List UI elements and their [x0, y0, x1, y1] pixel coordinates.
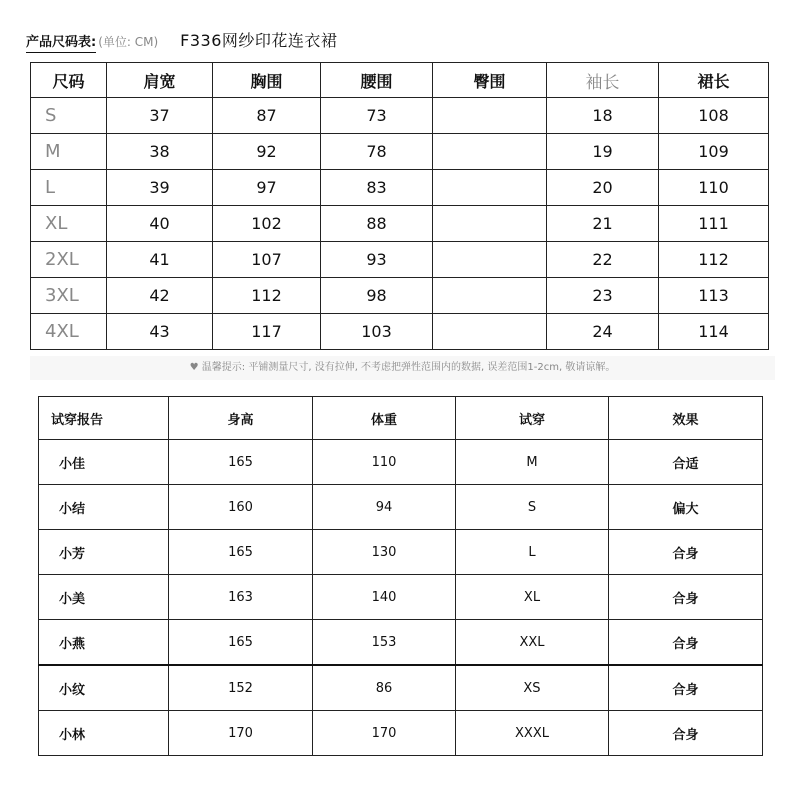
- fit-cell-height: 163: [169, 575, 313, 620]
- fit-cell-effect: 偏大: [609, 485, 763, 530]
- size-cell-size: XL: [31, 206, 107, 242]
- measurement-note: ♥ 温馨提示: 平铺测量尺寸, 没有拉伸, 不考虑把弹性范围内的数据, 误差范围1-2cm, 敬请谅解。: [30, 356, 775, 380]
- fit-table-row: [39, 485, 763, 530]
- size-cell-sleeve: 19: [547, 134, 659, 170]
- size-cell-sleeve: 21: [547, 206, 659, 242]
- size-cell-shoulder: 40: [107, 206, 213, 242]
- size-cell-waist: 93: [321, 242, 433, 278]
- fit-table-row: [39, 711, 763, 756]
- fit-table-row: [39, 575, 763, 620]
- size-cell-waist: 88: [321, 206, 433, 242]
- fit-cell-size: XS: [456, 665, 609, 711]
- fit-cell-weight: 86: [313, 665, 456, 711]
- size-table-row: [31, 170, 769, 206]
- fit-cell-height: 160: [169, 485, 313, 530]
- size-table-row: [31, 314, 769, 350]
- fit-table-header-row: [39, 397, 763, 440]
- size-cell-waist: 83: [321, 170, 433, 206]
- fit-cell-size: L: [456, 530, 609, 575]
- size-cell-sleeve: 22: [547, 242, 659, 278]
- fit-cell-name: 小芳: [39, 530, 169, 575]
- size-cell-size: L: [31, 170, 107, 206]
- size-cell-bust: 102: [213, 206, 321, 242]
- size-cell-size: S: [31, 98, 107, 134]
- size-cell-shoulder: 38: [107, 134, 213, 170]
- size-cell-bust: 117: [213, 314, 321, 350]
- size-cell-length: 113: [659, 278, 769, 314]
- size-cell-hip: [433, 98, 547, 134]
- product-title: F336网纱印花连衣裙: [180, 31, 338, 50]
- size-table-row: [31, 98, 769, 134]
- fit-table-header-cell: 身高: [169, 397, 313, 440]
- size-cell-waist: 73: [321, 98, 433, 134]
- size-cell-size: 3XL: [31, 278, 107, 314]
- fit-cell-name: 小结: [39, 485, 169, 530]
- fit-cell-size: XXXL: [456, 711, 609, 756]
- size-cell-waist: 103: [321, 314, 433, 350]
- fit-cell-size: XXL: [456, 620, 609, 666]
- size-cell-shoulder: 37: [107, 98, 213, 134]
- fit-table-row: [39, 530, 763, 575]
- fit-cell-effect: 合身: [609, 530, 763, 575]
- size-table-header-cell: 臀围: [433, 63, 547, 98]
- size-table-row: [31, 134, 769, 170]
- page-header: [26, 28, 337, 54]
- fit-cell-effect: 合身: [609, 620, 763, 666]
- size-cell-length: 112: [659, 242, 769, 278]
- size-cell-hip: [433, 206, 547, 242]
- fit-cell-name: 小美: [39, 575, 169, 620]
- size-cell-bust: 87: [213, 98, 321, 134]
- size-cell-size: 2XL: [31, 242, 107, 278]
- size-cell-length: 108: [659, 98, 769, 134]
- size-cell-hip: [433, 278, 547, 314]
- fit-cell-size: S: [456, 485, 609, 530]
- size-cell-hip: [433, 314, 547, 350]
- size-cell-shoulder: 39: [107, 170, 213, 206]
- fit-table-header-cell: 体重: [313, 397, 456, 440]
- size-cell-bust: 97: [213, 170, 321, 206]
- fit-cell-size: XL: [456, 575, 609, 620]
- size-table-header-row: [31, 63, 769, 98]
- size-table-header-cell: 胸围: [213, 63, 321, 98]
- size-table-row: [31, 278, 769, 314]
- size-table-header-cell: 腰围: [321, 63, 433, 98]
- fit-cell-weight: 94: [313, 485, 456, 530]
- size-cell-hip: [433, 170, 547, 206]
- fit-table-row: [39, 620, 763, 666]
- size-cell-hip: [433, 134, 547, 170]
- fit-table-row: [39, 665, 763, 711]
- size-cell-bust: 92: [213, 134, 321, 170]
- size-cell-length: 110: [659, 170, 769, 206]
- size-table-row: [31, 206, 769, 242]
- fit-cell-weight: 153: [313, 620, 456, 666]
- fit-table-header-cell: 试穿报告: [39, 397, 169, 440]
- fit-cell-name: 小燕: [39, 620, 169, 666]
- size-cell-size: M: [31, 134, 107, 170]
- size-cell-shoulder: 41: [107, 242, 213, 278]
- fit-cell-effect: 合身: [609, 665, 763, 711]
- fit-cell-height: 165: [169, 530, 313, 575]
- fit-cell-weight: 170: [313, 711, 456, 756]
- fit-cell-weight: 110: [313, 440, 456, 485]
- size-table-header-cell: 肩宽: [107, 63, 213, 98]
- fit-cell-name: 小纹: [39, 665, 169, 711]
- fit-table-header-cell: 效果: [609, 397, 763, 440]
- size-cell-waist: 78: [321, 134, 433, 170]
- size-cell-sleeve: 23: [547, 278, 659, 314]
- size-cell-waist: 98: [321, 278, 433, 314]
- size-cell-sleeve: 20: [547, 170, 659, 206]
- size-cell-bust: 107: [213, 242, 321, 278]
- size-table-header-cell: 袖长: [547, 63, 659, 98]
- size-table-header-cell: 尺码: [31, 63, 107, 98]
- fit-cell-name: 小佳: [39, 440, 169, 485]
- size-table-row: [31, 242, 769, 278]
- fit-table-row: [39, 440, 763, 485]
- size-cell-sleeve: 18: [547, 98, 659, 134]
- fit-table-header-cell: 试穿: [456, 397, 609, 440]
- fit-cell-effect: 合身: [609, 711, 763, 756]
- size-cell-hip: [433, 242, 547, 278]
- fit-report-table: [38, 396, 763, 756]
- fit-cell-name: 小林: [39, 711, 169, 756]
- size-cell-length: 114: [659, 314, 769, 350]
- size-cell-bust: 112: [213, 278, 321, 314]
- size-cell-length: 109: [659, 134, 769, 170]
- fit-cell-size: M: [456, 440, 609, 485]
- size-cell-shoulder: 43: [107, 314, 213, 350]
- size-cell-size: 4XL: [31, 314, 107, 350]
- size-cell-shoulder: 42: [107, 278, 213, 314]
- fit-cell-height: 152: [169, 665, 313, 711]
- fit-cell-height: 170: [169, 711, 313, 756]
- size-cell-length: 111: [659, 206, 769, 242]
- fit-cell-height: 165: [169, 620, 313, 666]
- size-chart-table: [30, 62, 769, 350]
- size-table-header-cell: 裙长: [659, 63, 769, 98]
- size-chart-label: 产品尺码表:: [26, 31, 96, 53]
- fit-cell-effect: 合适: [609, 440, 763, 485]
- fit-cell-height: 165: [169, 440, 313, 485]
- size-cell-sleeve: 24: [547, 314, 659, 350]
- unit-label: (单位: CM): [98, 35, 159, 49]
- fit-cell-weight: 140: [313, 575, 456, 620]
- fit-cell-weight: 130: [313, 530, 456, 575]
- fit-cell-effect: 合身: [609, 575, 763, 620]
